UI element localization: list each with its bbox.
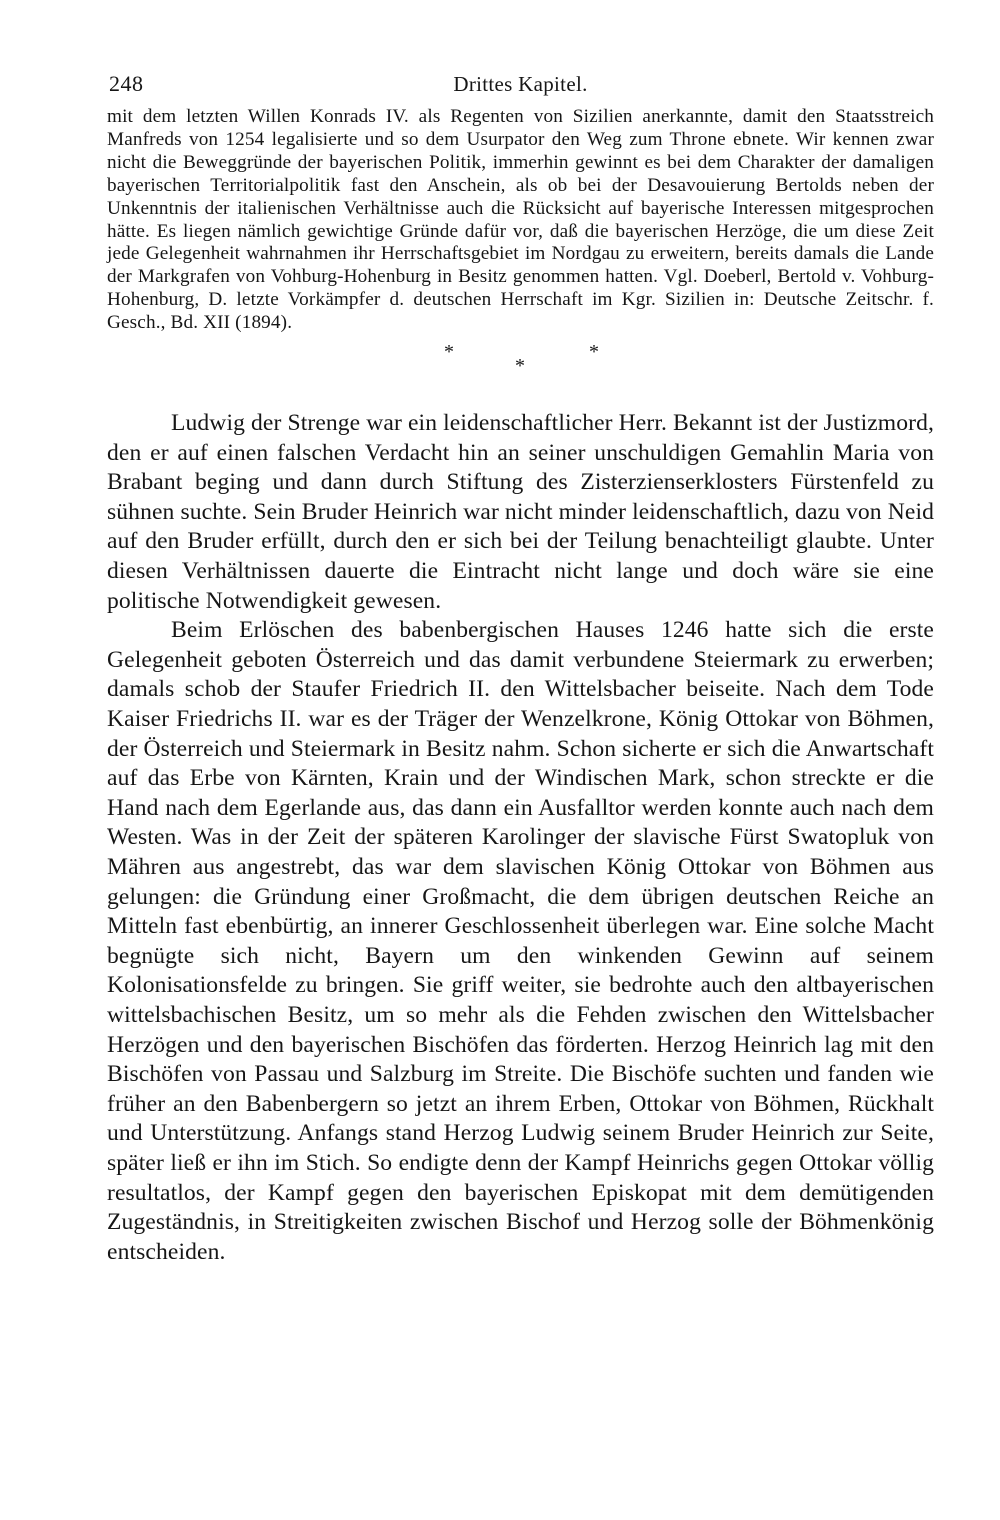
asterisk-mark: * (444, 341, 454, 364)
body-paragraph: Ludwig der Strenge war ein leidenschaftlicher Herr. Bekannt ist der Justizmord, den er auf einen falschen Verdacht hin an seiner unschuldigen Gemahlin Maria von Brabant beging und dann durch Stiftung des Zisterzienserklosters Fürstenfeld zu sühnen suchte. Sein Bruder Heinrich war nicht minder leidenschaftlich, dazu von Neid auf den Bruder erfüllt, durch den er sich bei der Teilung benachteiligt glaubte. Unter diesen Verhältnissen dauerte die Eintracht nicht lange und doch wäre sie eine politische Notwendigkeit gewesen. (107, 410, 934, 614)
chapter-title: Drittes Kapitel. (453, 72, 588, 96)
asterisk-mark: * (515, 355, 525, 378)
page-number: 248 (109, 71, 144, 96)
body-paragraph: Beim Erlöschen des babenbergischen Hauses 1246 hatte sich die erste Gelegenheit geboten Österreich und das damit verbundene Steiermark zu erwerben; damals schob der Staufer Friedrich II. den Wittelsbacher beiseite. Nach dem Tode Kaiser Friedrichs II. war es der Träger der Wenzelkrone, König Ottokar von Böhmen, der Österreich und Steiermark in Besitz nahm. Schon sicherte er sich die Anwartschaft auf das Erbe von Kärnten, Krain und der Windischen Mark, schon streckte er die Hand nach dem Egerlande aus, das dann ein Ausfalltor werden konnte auch nach dem Westen. Was in der Zeit der späteren Karolinger der slavische Fürst Swatopluk von Mähren aus angestrebt, das war dem slavischen König Ottokar von Böhmen aus gelungen: die Gründung einer Großmacht, die dem übrigen deutschen Reiche an Mitteln fast ebenbürtig, an innerer Geschlossenheit überlegen war. Eine solche Macht begnügte sich nicht, Bayern um den winkenden Gewinn auf seinem Kolonisationsfelde zu bringen. Sie griff weiter, sie bedrohte auch den altbayerischen wittelsbachischen Besitz, um so mehr als die Fehden zwischen den Wittelsbacher Herzögen und den bayerischen Bischöfen das förderten. Herzog Heinrich lag mit den Bischöfen von Passau und Salzburg im Streite. Die Bischöfe suchten und fanden wie früher an den Babenbergern so jetzt an ihrem Erben, Ottokar von Böhmen, Rückhalt und Unterstützung. Anfangs stand Herzog Ludwig seinem Bruder Heinrich zur Seite, später ließ er ihn im Stich. So endigte denn der Kampf Heinrichs gegen Ottokar völlig resultatlos, der Kampf gegen den bayerischen Episkopat mit dem demütigenden Zugeständnis, in Streitigkeiten zwischen Bischof und Herzog solle der Böhmenkönig entscheiden. (107, 617, 934, 1265)
running-head (107, 68, 934, 106)
section-separator-asterism (107, 335, 934, 409)
footnote-continuation: mit dem letzten Willen Konrads IV. als Regenten von Sizilien anerkannte, damit den Staatsstreich Manfreds von 1254 legalisierte und so dem Usurpator den Weg zum Throne ebnete. Wir kennen zwar nicht die Beweggründe der bayerischen Politik, immerhin gewinnt es bei dem Charakter der damaligen bayerischen Territorialpolitik fast den Anschein, als ob bei der Desavouierung Bertolds neben der Unkenntnis der italienischen Verhältnisse auch die Rücksicht auf bayerische Interessen mitgesprochen hätte. Es liegen nämlich gewichtige Gründe dafür vor, daß die bayerischen Herzöge, die um diese Zeit jede Gelegenheit wahrnahmen ihr Herrschaftsgebiet im Nordgau zu erweitern, bereits damals die Lande der Markgrafen von Vohburg-Hohenburg in Besitz genommen hatten. Vgl. Doeberl, Bertold v. Vohburg-Hohenburg, D. letzte Vorkämpfer d. deutschen Herrschaft im Kgr. Sizilien in: Deutsche Zeitschr. f. Gesch., Bd. XII (1894). (107, 106, 934, 334)
asterisk-mark: * (589, 341, 599, 364)
book-page (107, 68, 934, 1267)
